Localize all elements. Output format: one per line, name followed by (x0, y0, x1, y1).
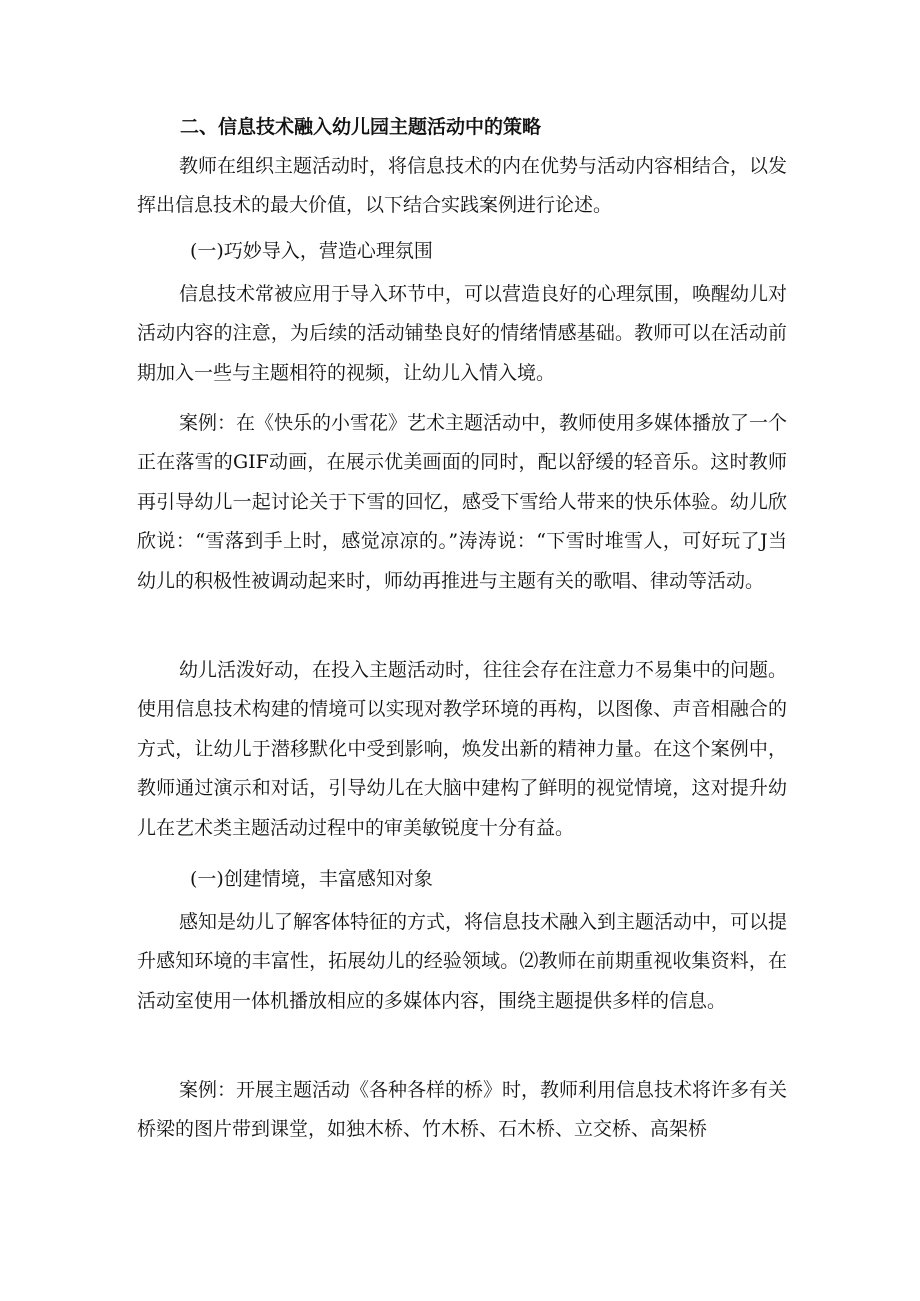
section-heading: 二、信息技术融入幼儿园主题活动中的策略 (180, 116, 542, 138)
analysis-paragraph: 幼儿活泼好动，在投入主题活动时，往往会存在注意力不易集中的问题。使用信息技术构建的情境可以实现对教学环境的再构，以图像、声音相融合的方式，让幼儿于潜移默化中受到影响，焕发出新的精神力量。在这个案例中，教师通过演示和对话，引导幼儿在大脑中建构了鲜明的视觉情境，这对提升幼儿在艺术类主题活动过程中的审美敏锐度十分有益。 (137, 659, 788, 839)
subsection-2-paragraph: 感知是幼儿了解客体特征的方式，将信息技术融入到主题活动中，可以提升感知环境的丰富性，拓展幼儿的经验领域。⑵教师在前期重视收集资料，在活动室使用一体机播放相应的多媒体内容，围绕主题提供多样的信息。 (137, 911, 788, 1012)
intro-paragraph: 教师在组织主题活动时，将信息技术的内在优势与活动内容相结合，以发挥出信息技术的最大价值，以下结合实践案例进行论述。 (137, 155, 788, 217)
subsection-heading-1: (一)巧妙导入，营造心理氛围 (190, 240, 433, 262)
case-paragraph-1: 案例：在《快乐的小雪花》艺术主题活动中，教师使用多媒体播放了一个正在落雪的GIF动画，在展示优美画面的同时，配以舒缓的轻音乐。这时教师再引导幼儿一起讨论关于下雪的回忆，感受下雪给人带来的快乐体验。幼儿欣欣说：“雪落到手上时，感觉凉凉的。”涛涛说：“下雪时堆雪人，可好玩了J当幼儿的积极性被调动起来时，师幼再推进与主题有关的歌唱、律动等活动。 (137, 412, 788, 592)
subsection-1-paragraph: 信息技术常被应用于导入环节中，可以营造良好的心理氛围，唤醒幼儿对活动内容的注意，为后续的活动铺垫良好的情绪情感基础。教师可以在活动前期加入一些与主题相符的视频，让幼儿入情入境。 (137, 283, 788, 384)
case-paragraph-2: 案例：开展主题活动《各种各样的桥》时，教师利用信息技术将许多有关桥梁的图片带到课堂，如独木桥、竹木桥、石木桥、立交桥、高架桥 (137, 1079, 788, 1141)
subsection-heading-2: (一)创建情境，丰富感知对象 (190, 868, 433, 890)
